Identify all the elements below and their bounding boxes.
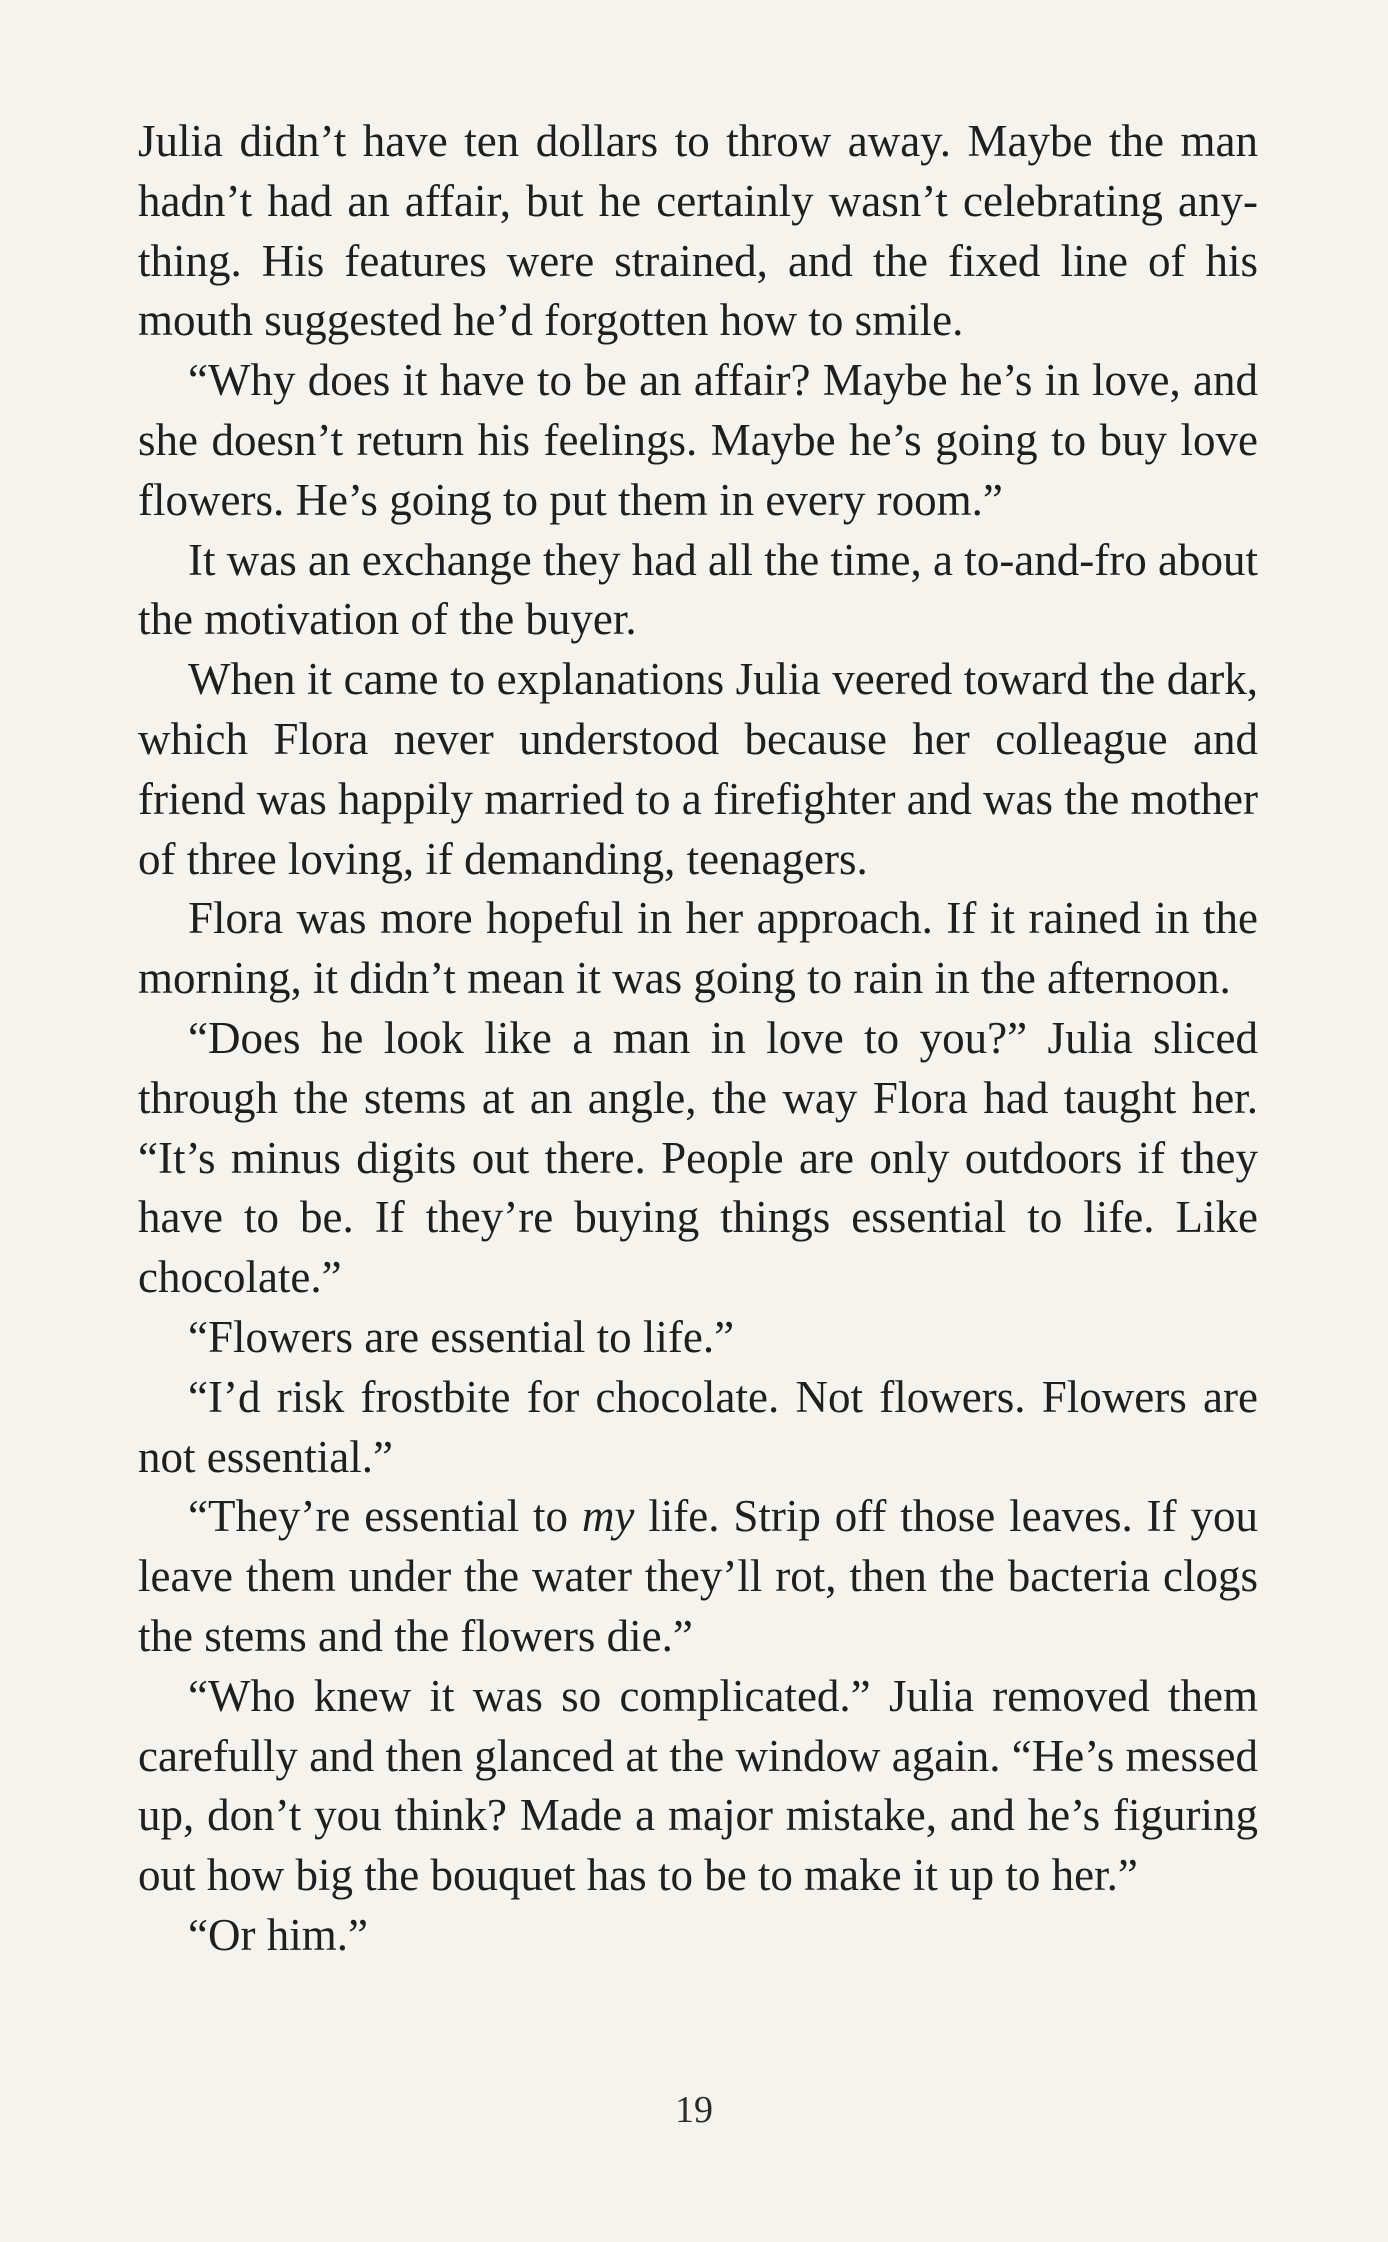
paragraph: “Does he look like a man in love to you?” Julia sliced through the stems at an angle, the way Flora had taught her. “It’s minus digits out there. People are only outdoors if they have to be. If they’re buying things essential to life. Like chocolate.”: [138, 1012, 1258, 1303]
paragraph: Flora was more hopeful in her approach. If it rained in the morning, it didn’t mean it was going to rain in the afternoon.: [138, 893, 1258, 1004]
paragraph-text: life. Strip off those leaves. If you leave them under the water they’ll rot, then the bacteria clogs the stems and the flowers die.”: [138, 1491, 1259, 1661]
paragraph: When it came to explanations Julia veered toward the dark, which Flora never understood because her colleague and friend was happily married to a firefighter and was the mother of three loving, if demanding, teenagers.: [138, 654, 1258, 884]
paragraph: Julia didn’t have ten dollars to throw away. Maybe the man hadn’t had an affair, but he certainly wasn’t celebrating anything. His features were strained, and the fixed line of his mouth suggested he’d forgotten how to smile.: [138, 116, 1258, 346]
paragraph: “I’d risk frostbite for chocolate. Not flowers. Flowers are not essential.”: [138, 1371, 1258, 1482]
emphasis-text: my: [581, 1491, 635, 1542]
paragraph: It was an exchange they had all the time, a to-and-fro about the motivation of the buyer.: [138, 534, 1258, 645]
paragraph: “Why does it have to be an affair? Maybe he’s in love, and she doesn’t return his feelings. Maybe he’s going to buy love flowers. He’s going to put them in every room.”: [138, 355, 1258, 525]
body-text: [138, 112, 1258, 1966]
paragraph-text: “They’re essential to: [188, 1491, 582, 1542]
paragraph: “Who knew it was so complicated.” Julia removed them carefully and then glanced at the window again. “He’s messed up, don’t you think? Made a major mistake, and he’s figuring out how big the bouquet has to be to make it up to her.”: [138, 1670, 1258, 1901]
paragraph: “Flowers are essential to life.”: [188, 1311, 735, 1362]
page-number: 19: [675, 2089, 713, 2131]
paragraph: “Or him.”: [188, 1909, 368, 1960]
paragraph: [138, 1487, 1258, 1666]
